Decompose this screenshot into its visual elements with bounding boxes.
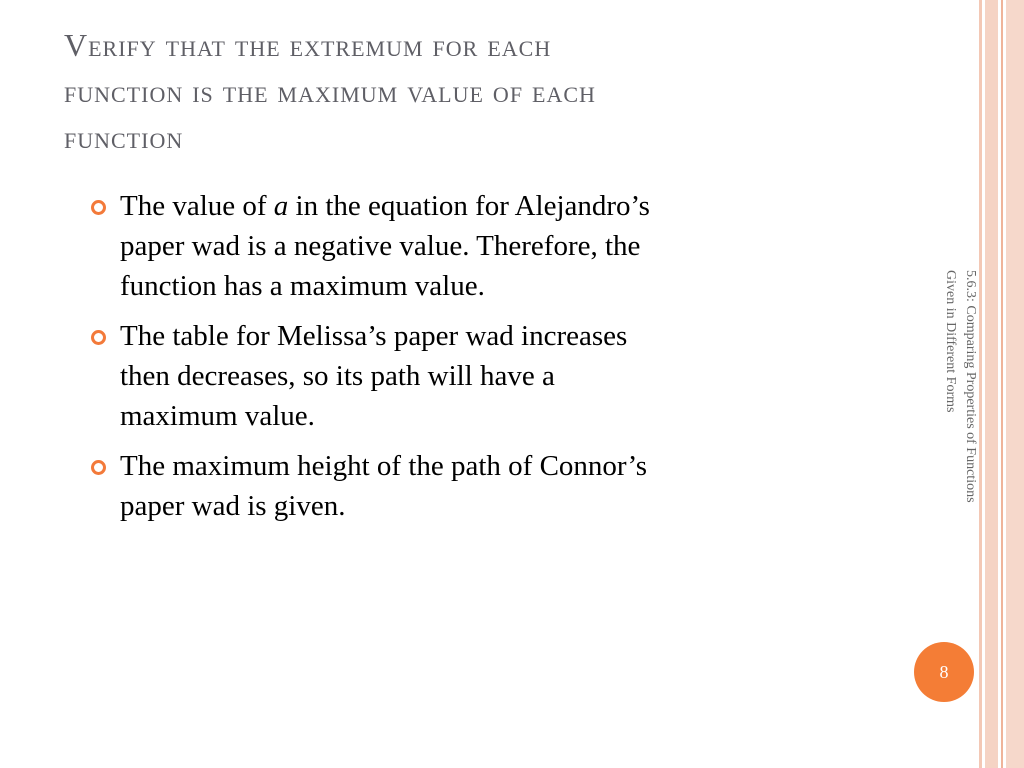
- stripe: [1001, 0, 1003, 768]
- bullet-item: [88, 316, 858, 436]
- variable-a: a: [273, 190, 289, 222]
- side-caption-line: 5.6.3: Comparing Properties of Functions: [963, 270, 978, 503]
- bullet-line: function has a maximum value.: [120, 270, 485, 302]
- bullet-line: maximum value.: [120, 400, 315, 432]
- side-caption: [940, 270, 980, 600]
- title-line: function: [64, 119, 184, 155]
- slide-title: [64, 22, 884, 160]
- circle-bullet-icon: [91, 330, 106, 345]
- decorative-stripes: [979, 0, 1024, 768]
- bullet-line: paper wad is a negative value. Therefore, the: [120, 230, 641, 262]
- bullet-item: [88, 186, 858, 306]
- page-number-badge: [914, 642, 974, 702]
- bullet-line: paper wad is given.: [120, 490, 346, 522]
- side-caption-text: [940, 270, 980, 503]
- bullet-line: [120, 186, 858, 226]
- bullet-list: [88, 186, 858, 536]
- title-line: function is the maximum value of each: [64, 73, 596, 109]
- bullet-item: [88, 446, 858, 526]
- stripe: [1006, 0, 1024, 768]
- bullet-line: The maximum height of the path of Connor’s: [120, 450, 648, 482]
- stripe: [985, 0, 998, 768]
- page-number: 8: [939, 661, 949, 682]
- bullet-line: then decreases, so its path will have a: [120, 360, 555, 392]
- bullet-line: The table for Melissa’s paper wad increases: [120, 320, 628, 352]
- bullet-text: in the equation for Alejandro’s: [288, 190, 650, 222]
- side-caption-line: Given in Different Forms: [943, 270, 958, 413]
- bullet-text: The value of: [120, 190, 274, 222]
- circle-bullet-icon: [91, 200, 106, 215]
- title-line: Verify that the extremum for each: [64, 27, 552, 63]
- circle-bullet-icon: [91, 460, 106, 475]
